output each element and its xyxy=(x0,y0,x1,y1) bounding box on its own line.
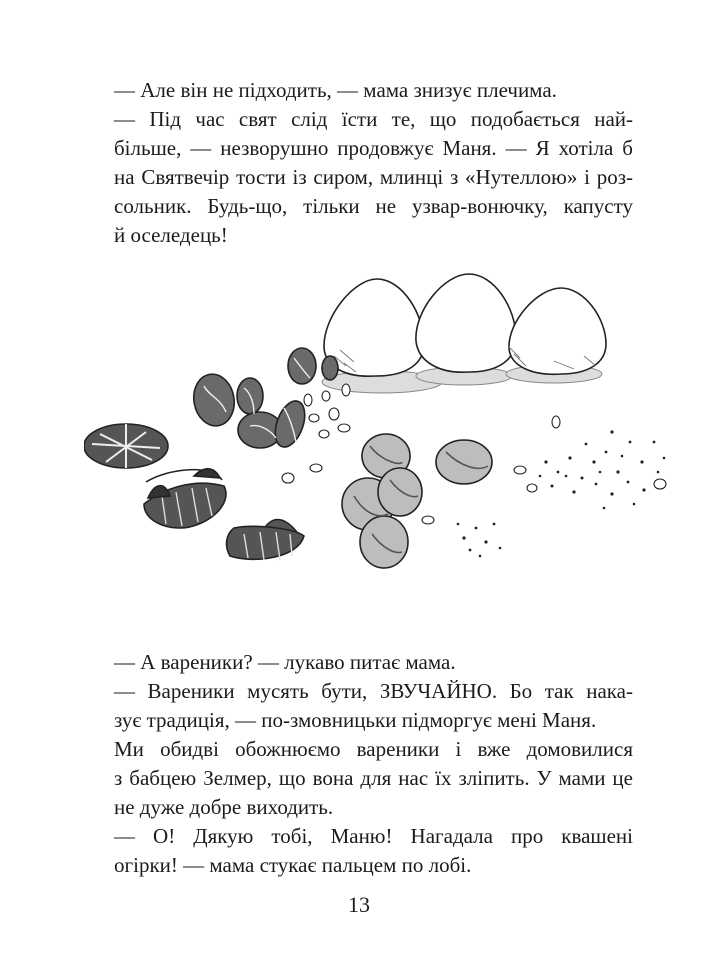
top-text-block xyxy=(86,76,633,250)
paragraph: — А вареники? — лукаво питає мама. xyxy=(114,650,456,674)
text-line: на Святвечір тости із сиром, млинці з «Нутеллою» і роз- xyxy=(114,165,633,189)
paragraph: — Але він не підходить, — мама знизує плечима. xyxy=(114,78,557,102)
text-line: — Вареники мусять бути, ЗВУЧАЙНО. Бо так нака- xyxy=(114,679,633,703)
food-illustration xyxy=(84,266,684,586)
eggs-illustration xyxy=(322,274,606,393)
text-line: сольник. Будь-що, тільки не узвар-вонючку, капусту xyxy=(114,194,633,218)
nuts-illustration xyxy=(342,434,492,568)
page-number: 13 xyxy=(348,892,370,917)
paragraph xyxy=(86,735,633,822)
text-line: — Під час свят слід їсти те, що подобається най- xyxy=(114,107,633,131)
paragraph xyxy=(86,105,633,250)
text-line: — О! Дякую тобі, Маню! Нагадала про квашені xyxy=(114,824,633,848)
text-line: зує традиція, — по-змовницьки підморгує мені Маня. xyxy=(114,708,597,732)
text-line: й оселедець! xyxy=(114,223,228,247)
text-line: з бабцею Зелмер, що вона для нас їх зліпить. У мами це xyxy=(114,766,633,790)
text-line: огірки! — мама стукає пальцем по лобі. xyxy=(114,853,472,877)
text-line: не дуже добре виходить. xyxy=(114,795,334,819)
prunes-illustration xyxy=(190,348,338,451)
paragraph xyxy=(86,677,633,735)
paragraph xyxy=(86,822,633,880)
text-line: більше, — незворушно продовжує Маня. — Я хотіла б xyxy=(114,136,633,160)
bottom-text-block xyxy=(86,648,633,880)
text-line: Ми обидві обожнюємо вареники і вже домовилися xyxy=(114,737,633,761)
